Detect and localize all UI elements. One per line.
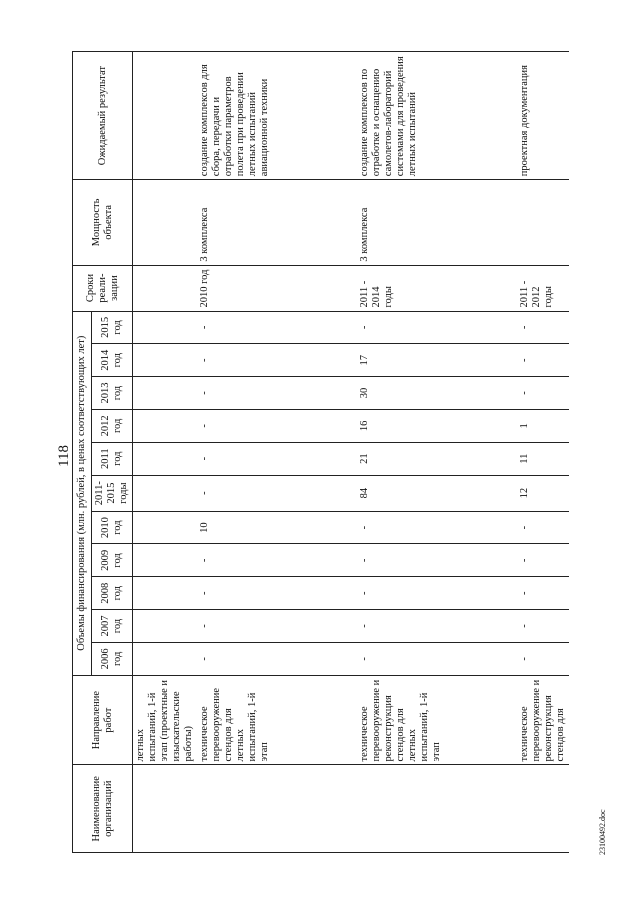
value-cell: -: [197, 642, 357, 675]
header-year: 2011 год: [92, 442, 133, 475]
table-row: [357, 52, 517, 853]
direction-cell: техническое перевооружение стендов для летных испытаний, 1-й этап: [197, 675, 357, 765]
result-cell: создание комплексов по отработке и оснащению самолетов-лабораторий системами для проведения летных испытаний: [357, 52, 517, 180]
value-cell: -: [197, 544, 357, 577]
header-row-1: [73, 52, 92, 853]
header-capacity: Мощность объекта: [73, 180, 133, 265]
value-cell: 12: [517, 475, 569, 511]
value-cell: 21: [357, 442, 517, 475]
value-cell: -: [197, 442, 357, 475]
value-cell: [133, 442, 198, 475]
value-cell: -: [517, 511, 569, 544]
value-cell: 11: [517, 442, 569, 475]
table-row: [517, 52, 569, 853]
org-cell: [133, 765, 198, 853]
direction-cell: техническое перевооружение и реконструкция стендов для: [517, 675, 569, 765]
capacity-cell: 3 комплекса: [197, 180, 357, 265]
header-year: 2013 год: [92, 377, 133, 410]
header-result: Ожидаемый результат: [73, 52, 133, 180]
value-cell: -: [197, 311, 357, 344]
header-year: 2007 год: [92, 610, 133, 643]
value-cell: [133, 544, 198, 577]
value-cell: -: [357, 544, 517, 577]
value-cell: -: [197, 377, 357, 410]
value-cell: -: [357, 642, 517, 675]
value-cell: [133, 577, 198, 610]
value-cell: -: [517, 311, 569, 344]
value-cell: -: [197, 475, 357, 511]
value-cell: [133, 610, 198, 643]
value-cell: 84: [357, 475, 517, 511]
value-cell: -: [517, 544, 569, 577]
value-cell: [133, 511, 198, 544]
value-cell: 17: [357, 344, 517, 377]
terms-cell: [133, 265, 198, 311]
header-year: 2008 год: [92, 577, 133, 610]
funding-table: [72, 51, 569, 853]
value-cell: [133, 642, 198, 675]
value-cell: -: [517, 610, 569, 643]
header-direction: Направление работ: [73, 675, 133, 765]
value-cell: 16: [357, 409, 517, 442]
value-cell: [133, 377, 198, 410]
value-cell: [133, 311, 198, 344]
org-cell: [357, 765, 517, 853]
result-cell: проектная документация: [517, 52, 569, 180]
capacity-cell: 3 комплекса: [357, 180, 517, 265]
result-cell: создание комплексов для сбора, передачи и отработки параметров полета при проведении летных испытаний авиационной техники: [197, 52, 357, 180]
value-cell: [133, 475, 198, 511]
value-cell: -: [517, 642, 569, 675]
direction-cell: летных испытаний, 1-й этап (проектные и изыскательские работы): [133, 675, 198, 765]
table-row: [197, 52, 357, 853]
header-year: 2014 год: [92, 344, 133, 377]
header-funding: Объемы финансирования (млн. рублей, в ценах соответствующих лет): [73, 311, 92, 675]
value-cell: -: [197, 577, 357, 610]
value-cell: -: [517, 344, 569, 377]
value-cell: 10: [197, 511, 357, 544]
org-cell: [197, 765, 357, 853]
value-cell: [133, 344, 198, 377]
value-cell: -: [357, 311, 517, 344]
value-cell: -: [197, 610, 357, 643]
terms-cell: 2011 - 2014 годы: [357, 265, 517, 311]
terms-cell: 2011 - 2012 годы: [517, 265, 569, 311]
header-org: Наименование организаций: [73, 765, 133, 853]
value-cell: -: [517, 377, 569, 410]
header-terms: Сроки реали-зации: [73, 265, 133, 311]
header-year: 2011-2015 годы: [92, 475, 133, 511]
table-row: [133, 52, 198, 853]
value-cell: [133, 409, 198, 442]
terms-cell: 2010 год: [197, 265, 357, 311]
header-year: 2006 год: [92, 642, 133, 675]
capacity-cell: [133, 180, 198, 265]
value-cell: -: [197, 409, 357, 442]
direction-cell: техническое перевооружение и реконструкция стендов для летных испытаний, 1-й этап: [357, 675, 517, 765]
funding-table-rotated: [72, 51, 566, 853]
header-year: 2010 год: [92, 511, 133, 544]
page-number: 118: [56, 445, 72, 467]
result-cell: [133, 52, 198, 180]
header-year: 2015 год: [92, 311, 133, 344]
value-cell: -: [357, 511, 517, 544]
document-id: 23100492.doc: [598, 809, 607, 855]
value-cell: -: [357, 610, 517, 643]
value-cell: -: [197, 344, 357, 377]
header-year: 2012 год: [92, 409, 133, 442]
header-year: 2009 год: [92, 544, 133, 577]
org-cell: [517, 765, 569, 853]
value-cell: 30: [357, 377, 517, 410]
value-cell: -: [357, 577, 517, 610]
value-cell: -: [517, 577, 569, 610]
value-cell: 1: [517, 409, 569, 442]
capacity-cell: [517, 180, 569, 265]
